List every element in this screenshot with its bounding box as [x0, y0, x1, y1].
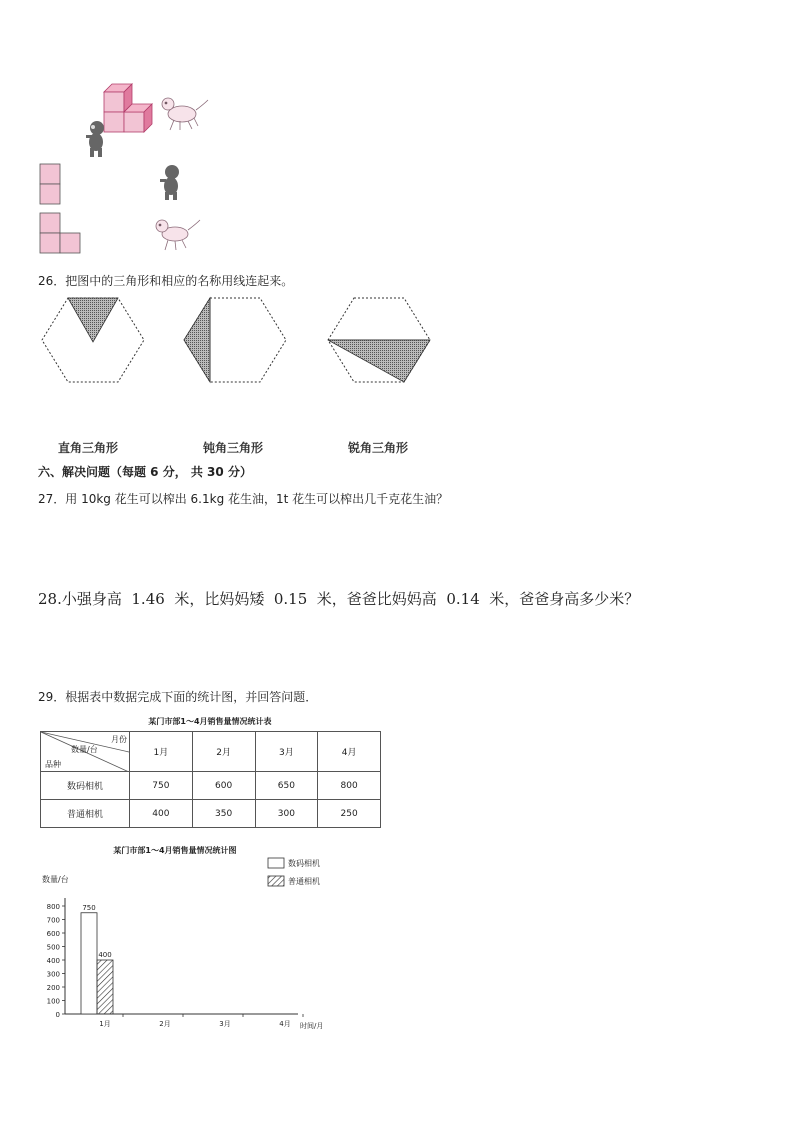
cell: 400 [130, 800, 193, 828]
header-qty: 数量/台 [71, 745, 98, 754]
y-axis-label: 数量/台 [42, 875, 69, 884]
table-row [41, 772, 381, 800]
table-row [41, 800, 381, 828]
month-2: 2月 [192, 732, 255, 772]
bar-digital-1 [81, 913, 97, 1014]
y-tick-label: 800 [46, 903, 60, 911]
sales-table [40, 731, 381, 828]
cube-views-figure [30, 80, 230, 260]
cell: 300 [255, 800, 318, 828]
y-tick-label: 200 [46, 984, 60, 992]
question-28: 28.小强身高 1.46 米，比妈妈矮 0.15 米，爸爸比妈妈高 0.14 米，爸爸身高多少米？ [38, 590, 640, 608]
monkey-icon [86, 121, 104, 157]
row-name: 数码相机 [41, 772, 130, 800]
cell: 800 [318, 772, 381, 800]
x-tick-label: 3月 [219, 1020, 231, 1028]
month-4: 4月 [318, 732, 381, 772]
cell: 350 [192, 800, 255, 828]
label-right-triangle: 直角三角形 [58, 441, 119, 455]
y-tick-label: 600 [46, 930, 60, 938]
legend-swatch-2 [268, 876, 284, 886]
legend-label-2: 普通相机 [288, 877, 320, 886]
y-tick-label: 0 [55, 1011, 60, 1019]
question-27: 27．用 10kg 花生可以榨出 6.1kg 花生油，1t 花生可以榨出几千克花生油？ [38, 492, 449, 506]
header-diagonal-cell [41, 732, 130, 772]
bar-normal-1 [97, 960, 113, 1014]
bar-chart [30, 850, 350, 1035]
bar-label: 400 [98, 951, 112, 959]
legend-swatch-1 [268, 858, 284, 868]
view-shape-1 [40, 164, 60, 204]
y-tick-label: 400 [46, 957, 60, 965]
row-name: 普通相机 [41, 800, 130, 828]
dog-icon [162, 98, 208, 130]
header-kind: 品种 [45, 760, 61, 769]
question-26: 26．把图中的三角形和相应的名称用线连起来。 [38, 274, 294, 288]
table-title: 某门市部1～4月销售量情况统计表 [148, 717, 272, 726]
label-obtuse-triangle: 钝角三角形 [203, 441, 264, 455]
month-3: 3月 [255, 732, 318, 772]
view-shape-2 [40, 213, 80, 253]
month-1: 1月 [130, 732, 193, 772]
legend-label-1: 数码相机 [288, 859, 320, 868]
cell: 600 [192, 772, 255, 800]
label-acute-triangle: 锐角三角形 [348, 441, 409, 455]
hexagon-3 [328, 298, 430, 382]
x-tick-label: 1月 [99, 1020, 111, 1028]
cell: 650 [255, 772, 318, 800]
cube-stack [104, 84, 152, 132]
y-tick-label: 500 [46, 943, 60, 952]
dog-icon-2 [156, 220, 200, 250]
x-tick-label: 2月 [159, 1020, 171, 1028]
y-tick-label: 100 [46, 997, 60, 1006]
hexagon-2 [184, 298, 286, 382]
y-tick-label: 700 [46, 916, 60, 925]
question-29: 29．根据表中数据完成下面的统计图，并回答问题． [38, 690, 318, 704]
cell: 750 [130, 772, 193, 800]
hexagon-figures [38, 292, 438, 390]
x-axis-label: 时间/月 [300, 1022, 324, 1030]
monkey-icon-2 [160, 165, 179, 200]
bar-label: 750 [82, 903, 96, 912]
header-month: 月份 [111, 735, 127, 744]
cell: 250 [318, 800, 381, 828]
x-tick-label: 4月 [279, 1020, 291, 1028]
y-tick-label: 300 [46, 970, 60, 979]
hexagon-1 [42, 298, 144, 382]
section-title: 六、解决问题（每题 6 分， 共 30 分） [38, 465, 252, 479]
chart-title: 某门市部1～4月销售量情况统计图 [113, 846, 237, 855]
